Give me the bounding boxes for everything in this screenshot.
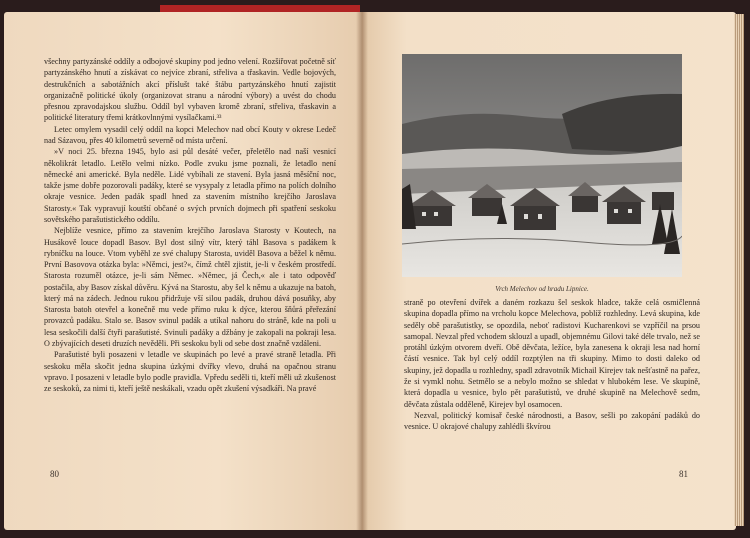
page-number-right: 81 <box>679 469 688 479</box>
left-page <box>4 12 362 530</box>
landscape-photo <box>402 54 682 277</box>
right-page-text <box>404 297 700 432</box>
right-page <box>362 12 736 530</box>
left-page-text <box>44 56 336 394</box>
paragraph: Nejblíže vesnice, přímo za stavením krejčího Jaroslava Starosty v Koutech, na Husákově louce dopadl Basov. Byl dost silný vítr, který táhl Basova s padákem k rybníčku na louce. Vtom vyběhl ze své chalupy Starosta, uviděl Basova a běžel k němu. První Basovova otázka byla: »Němci, jest?«, čímž chtěl zjistit, je-li v českém prostředí. Starosta rozuměl otázce, je-li sám Němec. »Němec, já Čech,« ale i tato odpověď postačila, aby Basov získal důvěru. Kývá na Starostu, aby šel k němu a ukazuje na batoh, který má na zádech. Jednou rukou přidržuje vší silou padák, druhou dává posuňky, aby Starosta batoh otevřel a konečně mu vede přímo ruku k dýce, kterou šňůrá přeřezání provazců padáku. Stalo se. Basov svinul padák a utíkal nahoru do stráně, kde na poli u lesa seskočili další čtyři parašutisté. Svinuli padáky a džbány je zakopali na pokraji lesa. O zbývajících deseti druzích nevěděli. Při seskoku byli od sebe dost značně vzdáleni. <box>44 226 336 349</box>
book-gutter <box>356 12 368 530</box>
page-edges <box>734 14 744 526</box>
paragraph: všechny partyzánské oddíly a odbojové skupiny pod jedno velení. Rozšiřovat početně síť partyzánského hnutí a získávat co nejvíce zbraní, střeliva a třaskavin. Vedle bojových, destrukčních a sabotážních akcí příslušt také štábu partyzánského hnutí zajistit organizačně politické úkoly (organizovat stranu a národní výbory) a uvést do chodu přesnou zpravodajskou službu. Oddíl byl vybaven kromě zbraní, střeliva, třaskavin a politické literatury třemi krátkovlnnými vysílačkami.³³ <box>44 57 336 123</box>
paragraph: »V noci 25. března 1945, bylo asi půl desáté večer, přeletělo nad naší vesnicí několikrát letadlo. Letělo velmi nízko. Podle zvuku jsme poznali, že letadlo není německé ani americké. Byla neděle. Lidé vybíhali ze stavení. Byla jasná měsíční noc, takže jsme dobře pozorovali padáky, které se vysypaly z letadla přímo na polích dolního okraje vesnice. Jeden padák spadl hned za stavením místního krejčího Jaroslava Starosty.« Tak vypravují koutští občané o svých prvních dojmech při spatření seskoku sovětského parašutistického oddílu. <box>44 147 336 224</box>
photo-illustration <box>402 54 682 277</box>
paragraph: Letec omylem vysadil celý oddíl na kopci Melechov nad obcí Kouty v okrese Ledeč nad Sázavou, přes 40 kilometrů severně od místa určení. <box>44 124 336 145</box>
page-number-left: 80 <box>50 469 59 479</box>
paragraph: Nezval, politický komisař české národnosti, a Basov, sešli po zakopání padáků do vesnice. U okrajové chalupy zahlédli škvírou <box>404 410 700 432</box>
photo-caption: Vrch Melechov od hradu Lipnice. <box>495 285 589 293</box>
paragraph: Parašutisté byli posazeni v letadle ve skupinách po levé a pravé straně letadla. Při seskoku měla skočit jedna skupina úzkými dvířky vlevo, druhá na opačnou stranu vpravo. I posazeni v letadle bylo podle pravidla. Vpředu seděli ti, kteří měli už zkušenost ze seskoků, za nimi ti, kteří ještě neskákali, vzadu opět zkušení výsadkáři. Na pravé <box>44 350 336 394</box>
paragraph: straně po otevření dvířek a daném rozkazu šel seskok hladce, takže celá osmičlenná skupina dopadla přímo na vrcholu kopce Melechova, poblíž rozhledny. Levá skupina, kde seděly obě parašutistky, se opozdila, neboť radistovi Kucharenkovi se vzpříčil na prsou samopal. Nevzal před vchodem sklouzl a upadl, objemnému Gilovi také déle trvalo, než se protáhl úzkým otvorem dveří. Obě děvčata, ležíce, byla zanesena k okraji lesa nad horní částí vesnice. Tak byl celý oddíl rozptýlen na tři skupiny. Mimo to dosti daleko od skupiny, jež dopadla u rozhledny, spadl zdravotník Michail Kirejev tak nešťastně na pařez, že si vymkl nohu. Setmělo se a nebylo možno se shledat v hlubokém lese. Ve skupině, která dopadla u vesnice, bylo pět parašutistů, ve druhé skupině na Melechově sedm, děvčata zůstala odděleně, Kirejev byl osamocen. <box>404 298 700 409</box>
